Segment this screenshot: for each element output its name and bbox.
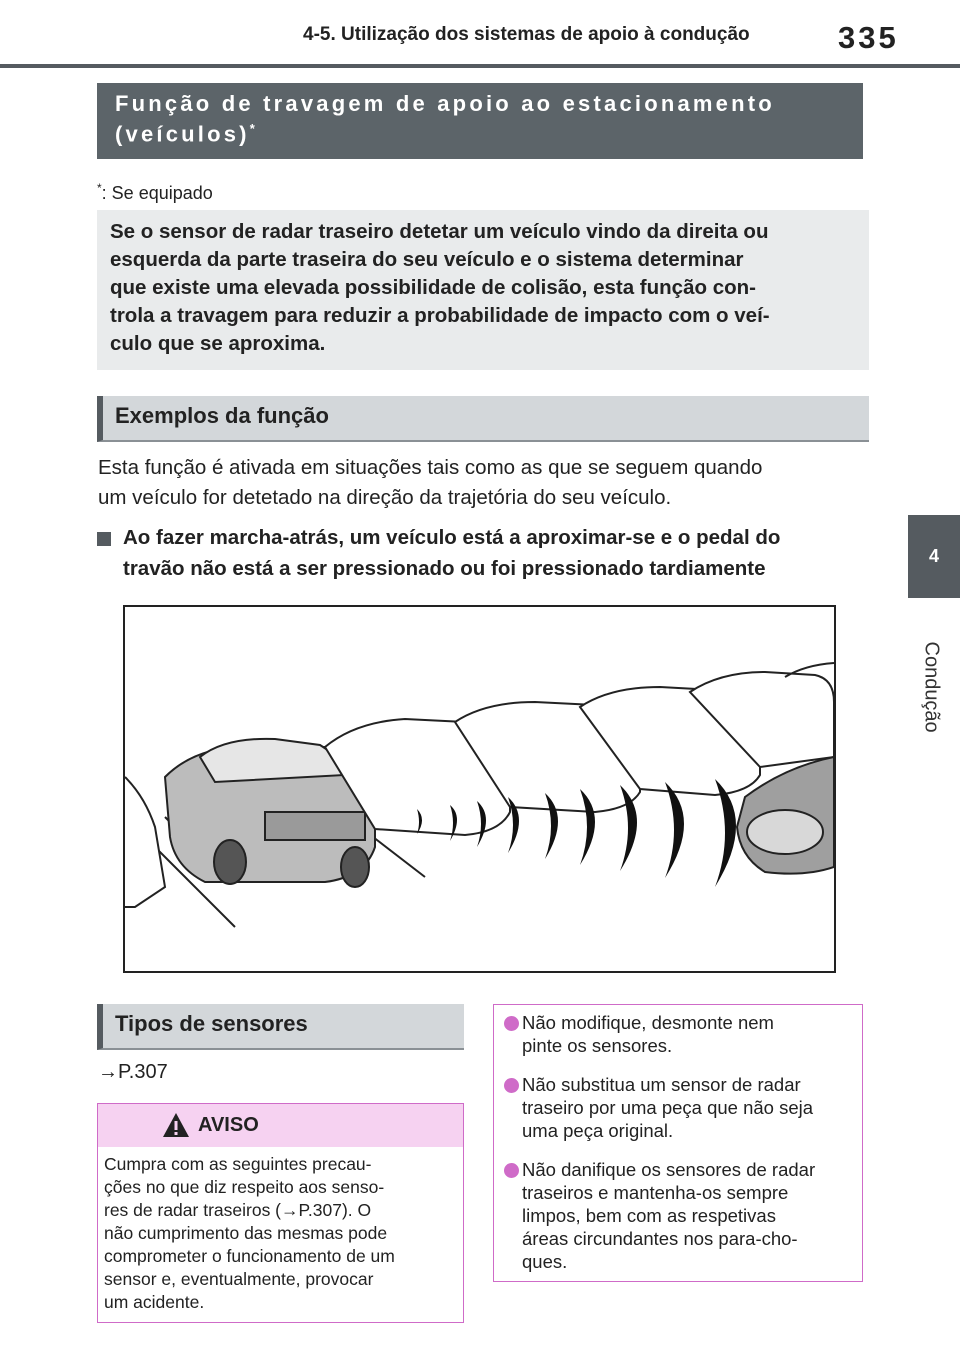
list-item-line: áreas circundantes nos para-cho- bbox=[522, 1228, 798, 1249]
parking-illustration bbox=[123, 605, 836, 973]
list-item-line: traseiro por uma peça que não seja bbox=[522, 1097, 814, 1118]
title-asterisk: * bbox=[249, 121, 255, 136]
list-item-line: Não modifique, desmonte nem bbox=[522, 1012, 774, 1033]
bullet-dot-icon bbox=[504, 1016, 519, 1031]
warning-box bbox=[97, 1103, 464, 1323]
page-reference-link[interactable]: →P.307 bbox=[98, 1061, 168, 1083]
section-heading-examples: Exemplos da função bbox=[97, 396, 869, 442]
header-rule bbox=[0, 64, 960, 68]
list-item-line: limpos, bem com as respetivas bbox=[522, 1205, 776, 1226]
bullet-heading: Ao fazer marcha-atrás, um veículo está a aproximar-se e o pedal do bbox=[123, 526, 781, 549]
list-item-line: ques. bbox=[522, 1251, 568, 1272]
warning-line: ções no que diz respeito aos senso- bbox=[104, 1177, 385, 1197]
lead-line: que existe uma elevada possibilidade de colisão, esta função con- bbox=[110, 276, 756, 299]
title-line-2: (veículos)* bbox=[115, 121, 255, 147]
title-line-1: Função de travagem de apoio ao estacionamento bbox=[115, 91, 775, 116]
chapter-number: 4 bbox=[928, 546, 939, 566]
advice-list-box bbox=[493, 1004, 863, 1282]
list-item-line: Não danifique os sensores de radar bbox=[522, 1159, 816, 1180]
warning-line: não cumprimento das mesmas pode bbox=[104, 1223, 388, 1243]
bullet-dot-icon bbox=[504, 1163, 519, 1178]
warning-triangle-icon bbox=[162, 1112, 190, 1138]
lead-line: trola a travagem para reduzir a probabilidade de impacto com o veí- bbox=[110, 304, 770, 327]
running-header: 4-5. Utilização dos sistemas de apoio à condução bbox=[303, 24, 750, 45]
lead-line: culo que se aproxima. bbox=[110, 332, 326, 355]
chapter-tab bbox=[908, 515, 960, 598]
page-number: 335 bbox=[838, 20, 899, 55]
list-item-line: traseiros e mantenha-os sempre bbox=[522, 1182, 789, 1203]
warning-line: res de radar traseiros (→P.307). O bbox=[104, 1200, 372, 1220]
section-heading-sensors: Tipos de sensores bbox=[97, 1004, 464, 1050]
lead-line: esquerda da parte traseira do seu veículo e o sistema determinar bbox=[110, 248, 744, 271]
list-item-line: uma peça original. bbox=[522, 1120, 674, 1141]
car-radar-illustration-icon bbox=[125, 607, 834, 971]
warning-line: comprometer o funcionamento de um bbox=[104, 1246, 395, 1266]
bullet-heading: travão não está a ser pressionado ou foi pressionado tardiamente bbox=[123, 557, 766, 580]
warning-title: AVISO bbox=[198, 1114, 259, 1136]
footnote: *: Se equipado bbox=[97, 181, 213, 203]
section-title-box bbox=[97, 83, 863, 159]
warning-line: Cumpra com as seguintes precau- bbox=[104, 1154, 372, 1174]
warning-header bbox=[98, 1104, 463, 1147]
lead-line: Se o sensor de radar traseiro detetar um veículo vindo da direita ou bbox=[110, 220, 769, 243]
chapter-name: Condução bbox=[920, 641, 943, 733]
bullet-dot-icon bbox=[504, 1078, 519, 1093]
list-item-line: pinte os sensores. bbox=[522, 1035, 673, 1056]
body-text: um veículo for detetado na direção da trajetória do seu veículo. bbox=[98, 486, 672, 509]
lead-paragraph-box bbox=[97, 210, 869, 370]
warning-line: sensor e, eventualmente, provocar bbox=[104, 1269, 374, 1289]
list-item-line: Não substitua um sensor de radar bbox=[522, 1074, 801, 1095]
square-bullet-icon bbox=[97, 532, 111, 546]
warning-line: um acidente. bbox=[104, 1292, 205, 1312]
body-text: Esta função é ativada em situações tais como as que se seguem quando bbox=[98, 456, 763, 479]
